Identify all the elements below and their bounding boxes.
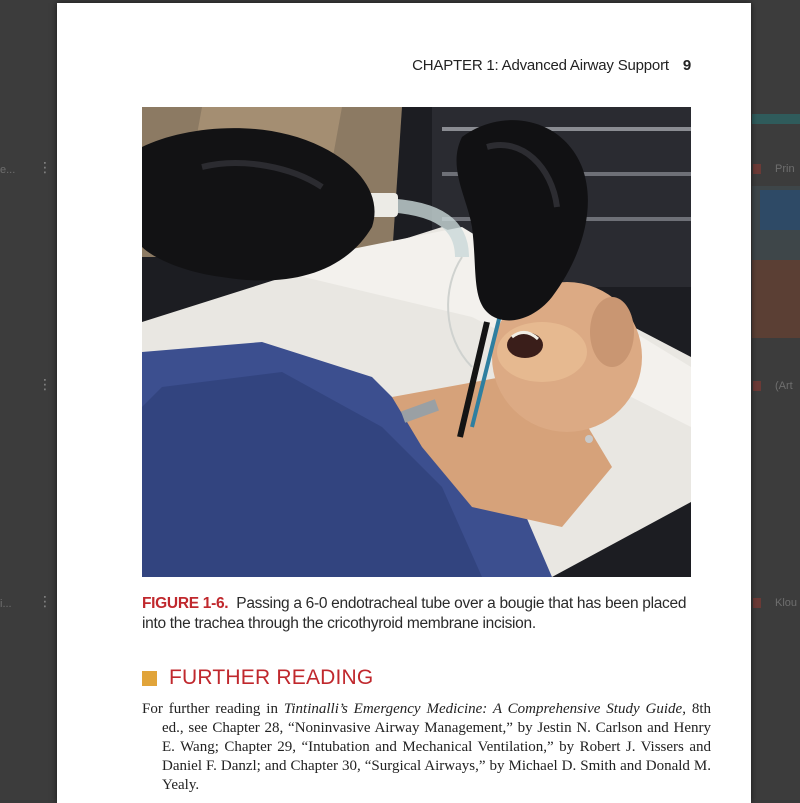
running-head [412, 57, 691, 74]
chapter-title: CHAPTER 1: Advanced Airway Support [412, 57, 669, 74]
bg-marker [753, 381, 761, 391]
further-reading-body: , 8th ed., see Chapter 28, “Noninvasive Airway Management,” by Jestin N. Carlson and Henry E. Wang; Chapter 29, “Intubation and Mechanical Ventilation,” by Robert J. Vissers and Daniel F. Danzl; and Chapter 30, “Surgical Airways,” by Michael D. Smith and Donald M. Yealy. [162, 701, 711, 793]
bg-marker [753, 598, 761, 608]
more-icon[interactable]: ⋮ [38, 594, 52, 610]
more-icon[interactable]: ⋮ [38, 160, 52, 176]
book-title: Tintinalli’s Emergency Medicine: A Comprehensive Study Guide [283, 701, 683, 717]
bg-right-snippet: (Art [775, 380, 793, 392]
further-reading-heading [142, 666, 373, 690]
further-reading-text [142, 700, 711, 795]
section-title: FURTHER READING [169, 666, 374, 689]
bg-thumbnail-cover [760, 190, 800, 230]
bg-thumbnail-image [752, 260, 800, 338]
figure-label: FIGURE 1-6. [142, 595, 229, 612]
bg-strip [752, 114, 800, 124]
bg-marker [753, 164, 761, 174]
page-number: 9 [682, 57, 691, 74]
document-page [57, 3, 751, 803]
photo-icon [142, 107, 691, 577]
bg-right-snippet: Prin [775, 163, 795, 175]
figure-caption-text: Passing a 6-0 endotracheal tube over a bougie that has been placed into the trachea through the cricothyroid membrane incision. [142, 595, 687, 632]
bg-right-snippet: Klou [775, 597, 798, 609]
bg-left-snippet: e... [0, 164, 16, 176]
further-reading-lead: For further reading in [142, 701, 284, 717]
figure-caption [142, 594, 694, 634]
section-square-icon [142, 671, 157, 686]
more-icon[interactable]: ⋮ [38, 377, 52, 393]
figure-photo [142, 107, 691, 577]
bg-left-snippet: i... [0, 598, 12, 610]
